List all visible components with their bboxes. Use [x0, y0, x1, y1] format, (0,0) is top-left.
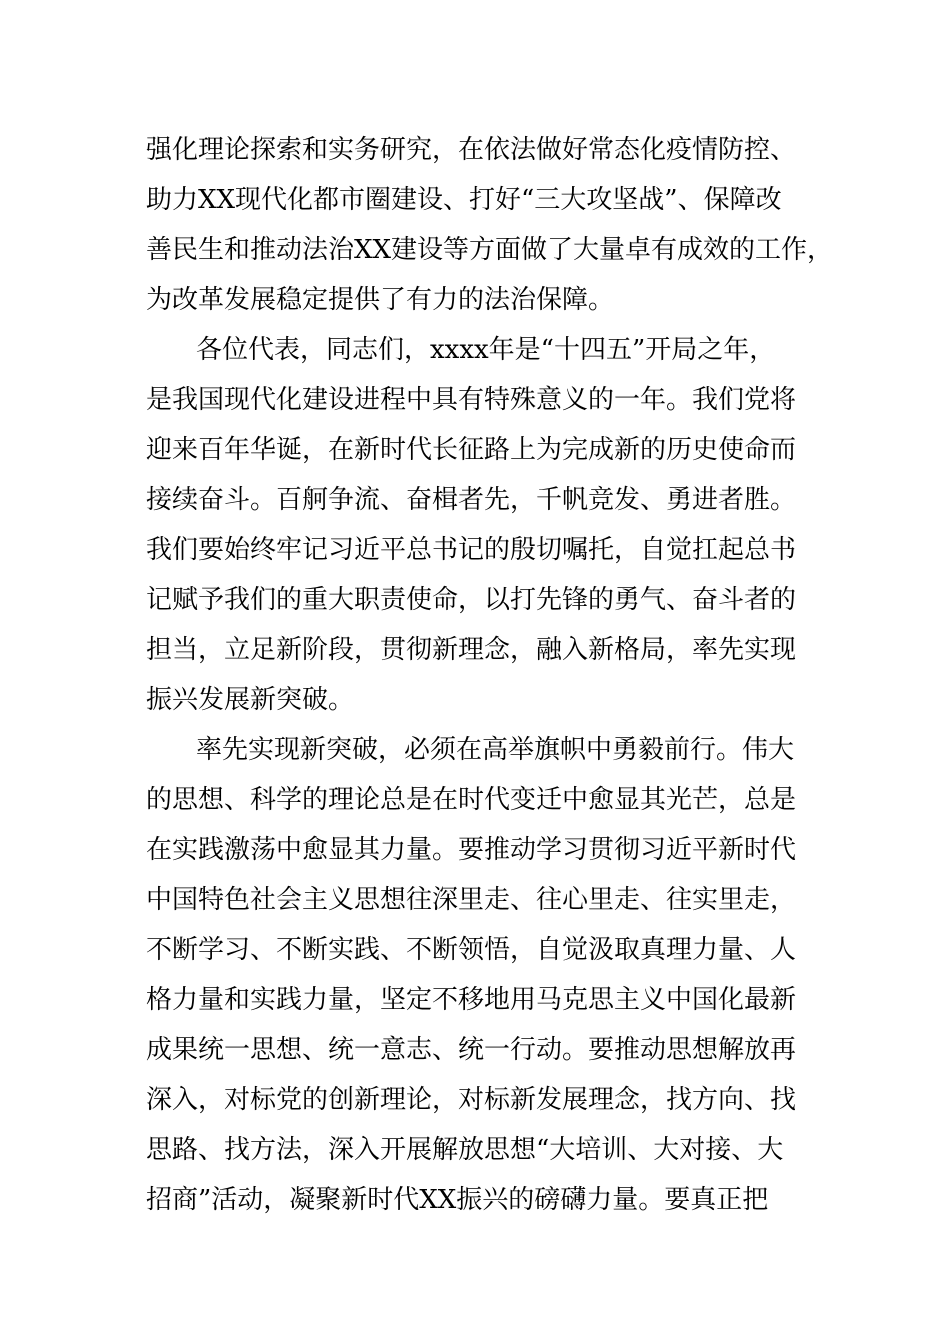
paragraph-3-line-3: 在实践激荡中愈显其力量。要推动学习贯彻习近平新时代 — [146, 835, 797, 865]
paragraph-1-line-1: 强化理论探索和实务研究，在依法做好常态化疫情防控、 — [146, 135, 797, 165]
paragraph-2-line-5: 我们要始终牢记习近平总书记的殷切嘱托，自觉扛起总书 — [146, 535, 797, 565]
paragraph-3-line-9: 思路、找方法，深入开展解放思想“大培训、大对接、大 — [146, 1135, 784, 1165]
paragraph-2-line-3: 迎来百年华诞，在新时代长征路上为完成新的历史使命而 — [146, 435, 797, 465]
paragraph-2-line-8: 振兴发展新突破。 — [146, 685, 355, 715]
paragraph-2-line-1: 各位代表，同志们，xxxx年是“十四五”开局之年， — [196, 335, 776, 365]
paragraph-1-line-3: 善民生和推动法治XX建设等方面做了大量卓有成效的工作， — [146, 235, 834, 265]
paragraph-3-line-2: 的思想、科学的理论总是在时代变迁中愈显其光芒，总是 — [146, 785, 797, 815]
paragraph-3-line-1: 率先实现新突破，必须在高举旗帜中勇毅前行。伟大 — [196, 735, 795, 765]
paragraph-3-line-4: 中国特色社会主义思想往深里走、往心里走、往实里走， — [146, 885, 797, 915]
paragraph-2-line-6: 记赋予我们的重大职责使命，以打先锋的勇气、奋斗者的 — [146, 585, 797, 615]
paragraph-2-line-2: 是我国现代化建设进程中具有特殊意义的一年。我们党将 — [146, 385, 797, 415]
paragraph-3-line-8: 深入，对标党的创新理论，对标新发展理念，找方向、找 — [146, 1085, 797, 1115]
paragraph-3-line-10: 招商”活动，凝聚新时代XX振兴的磅礴力量。要真正把 — [146, 1185, 769, 1215]
paragraph-1-line-2: 助力XX现代化都市圈建设、打好“三大攻坚战”、保障改 — [146, 185, 782, 215]
paragraph-3-line-6: 格力量和实践力量，坚定不移地用马克思主义中国化最新 — [146, 985, 797, 1015]
paragraph-3-line-7: 成果统一思想、统一意志、统一行动。要推动思想解放再 — [146, 1035, 797, 1065]
paragraph-2-line-7: 担当，立足新阶段，贯彻新理念，融入新格局，率先实现 — [146, 635, 797, 665]
paragraph-1-line-4: 为改革发展稳定提供了有力的法治保障。 — [146, 285, 615, 315]
paragraph-3-line-5: 不断学习、不断实践、不断领悟，自觉汲取真理力量、人 — [146, 935, 797, 965]
paragraph-2-line-4: 接续奋斗。百舸争流、奋楫者先，千帆竞发、勇进者胜。 — [146, 485, 797, 515]
